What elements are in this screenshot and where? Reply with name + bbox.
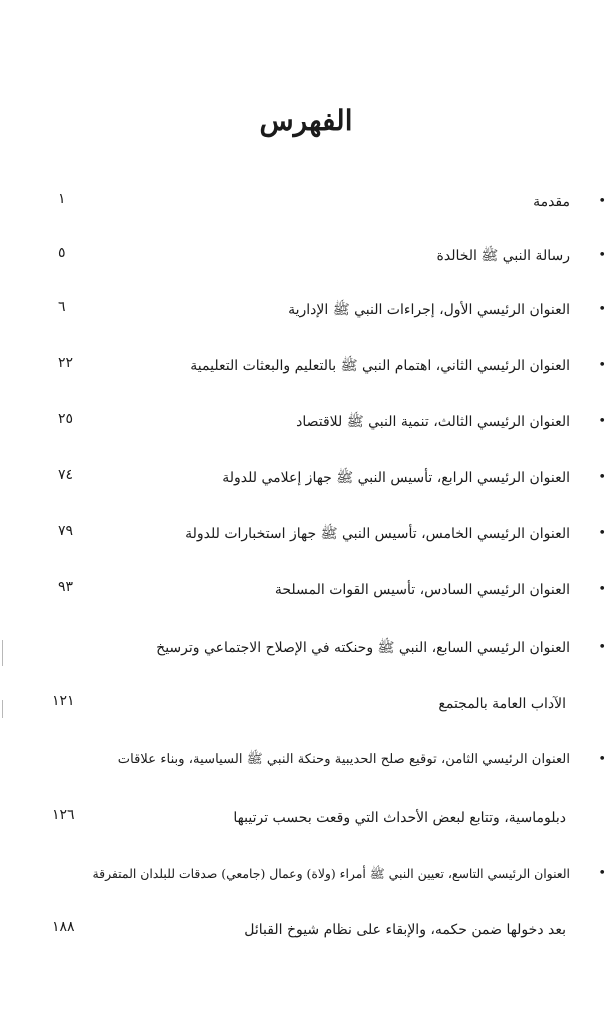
toc-entry-title: الآداب العامة بالمجتمع	[438, 696, 566, 712]
toc-entry-title: العنوان الرئيسي الرابع، تأسيس النبي ﷺ جهاز إعلامي للدولة	[222, 470, 570, 486]
bullet-icon: •	[598, 358, 606, 373]
bullet-icon: •	[598, 582, 606, 597]
toc-entry-title: بعد دخولها ضمن حكمه، والإبقاء على نظام شيوخ القبائل	[244, 922, 566, 938]
toc-entry	[0, 296, 612, 326]
bullet-icon: •	[598, 640, 606, 655]
toc-entry	[0, 408, 612, 438]
toc-entry	[0, 576, 612, 606]
toc-entry-title: العنوان الرئيسي الثامن، توقيع صلح الحديبية وحنكة النبي ﷺ السياسية، وبناء علاقات	[117, 752, 570, 767]
toc-entry	[0, 634, 612, 664]
toc-entry-title: العنوان الرئيسي الخامس، تأسيس النبي ﷺ جهاز استخبارات للدولة	[185, 526, 570, 542]
toc-entry	[0, 464, 612, 494]
toc-entry-page: ٦	[58, 299, 66, 315]
toc-entry	[0, 242, 612, 272]
toc-entry-page: ٧٩	[58, 523, 74, 539]
toc-entry-page: ١٢٦	[52, 807, 75, 823]
toc-entry-page: ٧٤	[58, 467, 74, 483]
toc-entry	[0, 188, 612, 218]
page-title: الفهرس	[259, 104, 353, 137]
toc-entry-page: ١	[58, 191, 66, 207]
toc-entry-page: ٢٢	[58, 355, 74, 371]
toc-entry-title: دبلوماسية، وتتابع لبعض الأحداث التي وقعت بحسب ترتيبها	[233, 810, 566, 826]
bullet-icon: •	[598, 414, 606, 429]
bullet-icon: •	[598, 526, 606, 541]
toc-entry-page: ١٨٨	[52, 919, 75, 935]
toc-entry-title: رسالة النبي ﷺ الخالدة	[436, 248, 570, 264]
toc-entry-title: مقدمة	[533, 194, 570, 210]
bullet-icon: •	[598, 470, 606, 485]
bullet-icon: •	[598, 194, 606, 209]
toc-entry-continuation	[0, 804, 612, 834]
toc-entry-title: العنوان الرئيسي السابع، النبي ﷺ وحنكته في الإصلاح الاجتماعي وترسيخ	[156, 640, 570, 656]
bullet-icon: •	[598, 302, 606, 317]
toc-entry-page: ١٢١	[52, 693, 75, 709]
toc-entry-page: ٢٥	[58, 411, 74, 427]
binding-mark	[2, 700, 3, 718]
bullet-icon: •	[598, 866, 606, 881]
toc-entry-title: العنوان الرئيسي الثاني، اهتمام النبي ﷺ بالتعليم والبعثات التعليمية	[190, 358, 570, 374]
toc-entry	[0, 352, 612, 382]
toc-entry-continuation	[0, 916, 612, 946]
toc-entry-title: العنوان الرئيسي الأول، إجراءات النبي ﷺ الإدارية	[288, 302, 570, 318]
bullet-icon: •	[598, 248, 606, 263]
toc-entry-title: العنوان الرئيسي السادس، تأسيس القوات المسلحة	[274, 582, 570, 598]
binding-mark	[2, 640, 3, 666]
toc-entry	[0, 746, 612, 776]
toc-entry-continuation	[0, 690, 612, 720]
toc-entry-page: ٥	[58, 245, 66, 261]
toc-entry-title: العنوان الرئيسي الثالث، تنمية النبي ﷺ للاقتصاد	[296, 414, 570, 430]
toc-entry	[0, 520, 612, 550]
toc-entry-title: العنوان الرئيسي التاسع، تعيين النبي ﷺ أمراء (ولاة) وعمال (جامعي) صدقات للبلدان المتفرقة	[92, 866, 570, 881]
bullet-icon: •	[598, 752, 606, 767]
toc-entry	[0, 860, 612, 890]
toc-entry-page: ٩٣	[58, 579, 74, 595]
